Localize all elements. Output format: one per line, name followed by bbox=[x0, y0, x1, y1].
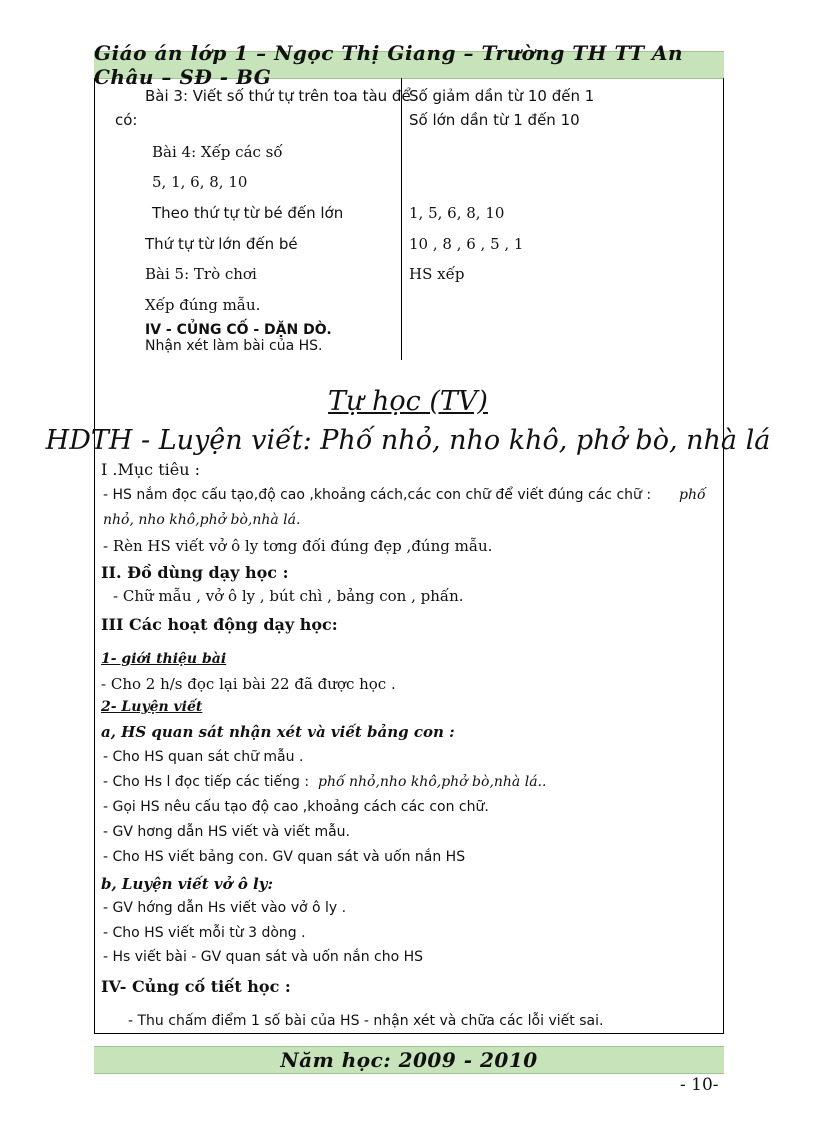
activity-line: - GV hơng dẫn HS viết và viết mẫu. bbox=[103, 824, 350, 840]
objective-line: - HS nắm đọc cấu tạo,độ cao ,khoảng cách,các con chữ để viết đúng các chữ : bbox=[103, 487, 652, 503]
table-left-line: Thứ tự từ lớn đến bé bbox=[145, 235, 298, 253]
activity-line: - Gọi HS nêu cấu tạo độ cao ,khoảng cách các con chữ. bbox=[103, 799, 489, 815]
activity-line: - Cho 2 h/s đọc lại bài 22 đã được học . bbox=[101, 675, 396, 693]
table-left-line: Bài 4: Xếp các số bbox=[152, 143, 283, 161]
lesson-subtitle: HDTH - Luyện viết: Phố nhỏ, nho khô, phở bò, nhà lá bbox=[45, 425, 771, 456]
activity-line: - Hs viết bài - GV quan sát và uốn nắn cho HS bbox=[103, 949, 424, 965]
table-left-line: Xếp đúng mẫu. bbox=[145, 296, 261, 314]
table-left-line: Theo thứ tự từ bé đến lớn bbox=[152, 204, 344, 222]
table-right-line: Số lớn dần từ 1 đến 10 bbox=[409, 111, 580, 129]
subsection-heading: 2- Luyện viết bbox=[101, 699, 203, 715]
materials-line: - Chữ mẫu , vở ô ly , bút chì , bảng con , phấn. bbox=[113, 587, 464, 605]
table-left-line: Nhận xét làm bài của HS. bbox=[145, 338, 323, 354]
objective-words: nhỏ, nho khô,phở bò,nhà lá. bbox=[103, 512, 301, 528]
table-left-heading: IV - CỦNG CỐ - DẶN DÒ. bbox=[145, 322, 332, 338]
footer-banner: Năm học: 2009 - 2010 bbox=[94, 1046, 724, 1074]
table-divider bbox=[401, 78, 402, 360]
subsection-heading: 1- giới thiệu bài bbox=[101, 651, 227, 667]
header-banner: Giáo án lớp 1 – Ngọc Thị Giang – Trường TH TT An Châu – SĐ - BG bbox=[94, 51, 724, 79]
subsection-heading: b, Luyện viết vở ô ly: bbox=[101, 875, 274, 893]
table-left-line: 5, 1, 6, 8, 10 bbox=[152, 173, 248, 191]
table-right-line: Số giảm dần từ 10 đến 1 bbox=[409, 87, 595, 105]
page-number: - 10- bbox=[680, 1075, 719, 1095]
table-right-line: 10 , 8 , 6 , 5 , 1 bbox=[409, 235, 524, 253]
section-heading: I .Mục tiêu : bbox=[101, 460, 201, 479]
table-right-line: HS xếp bbox=[409, 265, 465, 283]
table-left-line: có: bbox=[115, 111, 138, 129]
section-heading: IV- Củng cố tiết học : bbox=[101, 977, 291, 996]
activity-line: - Cho HS viết bảng con. GV quan sát và uốn nắn HS bbox=[103, 849, 466, 865]
activity-line: - GV hớng dẫn Hs viết vào vở ô ly . bbox=[103, 900, 347, 916]
activity-line: - Cho Hs l đọc tiếp các tiếng : bbox=[103, 774, 310, 790]
section-heading: III Các hoạt động dạy học: bbox=[101, 615, 338, 634]
table-right-line: 1, 5, 6, 8, 10 bbox=[409, 204, 505, 222]
subsection-heading: a, HS quan sát nhận xét và viết bảng con : bbox=[101, 723, 455, 741]
activity-words: phố nhỏ,nho khô,phở bò,nhà lá.. bbox=[318, 774, 547, 790]
closing-line: - Thu chấm điểm 1 số bài của HS - nhận xét và chữa các lỗi viết sai. bbox=[128, 1013, 604, 1029]
section-heading: II. Đồ dùng dạy học : bbox=[101, 563, 289, 582]
objective-words: phố bbox=[679, 487, 706, 503]
table-left-line: Bài 5: Trò chơi bbox=[145, 265, 257, 283]
objective-line: - Rèn HS viết vở ô ly tơng đối đúng đẹp ,đúng mẫu. bbox=[103, 537, 493, 555]
activity-line: - Cho HS viết mỗi từ 3 dòng . bbox=[103, 925, 306, 941]
table-left-line: Bài 3: Viết số thứ tự trên toa tàu để bbox=[145, 87, 411, 105]
activity-line: - Cho HS quan sát chữ mẫu . bbox=[103, 749, 304, 765]
lesson-title: Tự học (TV) bbox=[328, 386, 488, 417]
